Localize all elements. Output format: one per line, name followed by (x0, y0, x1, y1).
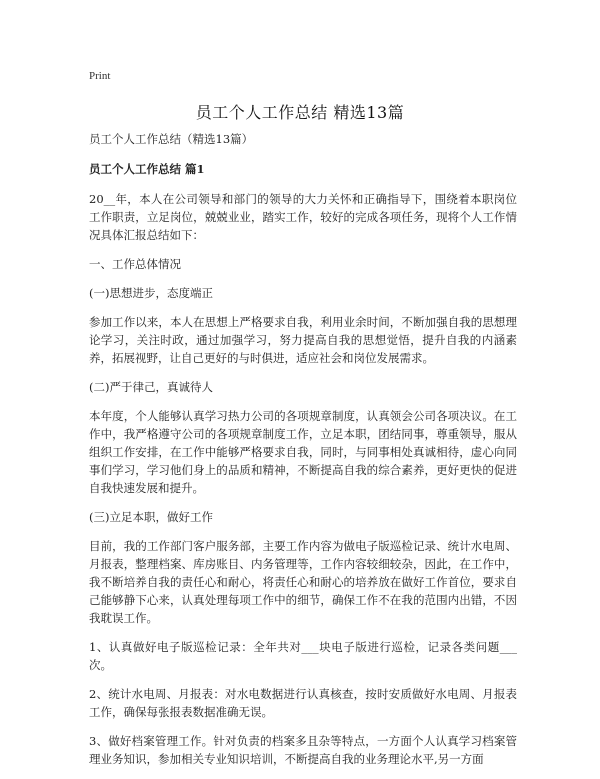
document-title: 员工个人工作总结 精选13篇 (195, 103, 405, 122)
list-item-reports: 2、统计水电周、月报表：对水电数据进行认真核查，按时安质做好水电周、月报表工作，确保每张报表数据准确无误。 (89, 687, 517, 719)
paragraph-intro: 20__年，本人在公司领导和部门的领导的大力关怀和正确指导下，围绕着本职岗位工作职责，立足岗位，兢兢业业，踏实工作，较好的完成各项任务，现将个人工作情况具体汇报总结如下： (89, 192, 517, 242)
paragraph-discipline: 本年度，个人能够认真学习热力公司的各项规章制度，认真领会公司各项决议。在工作中，我严格遵守公司的各项规章制度工作，立足本职，团结同事，尊重领导，服从组织工作安排，在工作中能够严格要求自我，同时，与同事相处真诚相待，虚心向同事们学习，学习他们身上的品质和精神，不断提高自我的综合素养，更好更快的促进自我快速发展和提升。 (89, 409, 517, 495)
document-body (89, 130, 517, 779)
document-subtitle: 员工个人工作总结（精选13篇） (89, 132, 254, 146)
paragraph-thought: 参加工作以来，本人在思想上严格要求自我，利用业余时间，不断加强自我的思想理论学习，关注时政，通过加强学习，努力提高自我的思想觉悟，提升自我的内涵素养，拓展视野，让自己更好的与时俱进，适应社会和岗位发展需求。 (89, 315, 517, 365)
section-heading: 员工个人工作总结 篇1 (89, 162, 205, 176)
paragraph-job: 目前，我的工作部门客户服务部，主要工作内容为做电子版巡检记录、统计水电周、月报表，整理档案、库房账目、内务管理等，工作内容较细较杂，因此，在工作中，我不断培养自我的责任心和耐心，将责任心和耐心的培养放在做好工作首位，要求自己能够静下心来，认真处理每项工作中的细节，确保工作不在我的范围内出错，不因我耽误工作。 (89, 539, 517, 625)
print-link[interactable]: Print (89, 70, 111, 82)
list-item-archives: 3、做好档案管理工作。针对负责的档案多且杂等特点，一方面个人认真学习档案管理业务知识，参加相关专业知识培训，不断提高自我的业务理论水平,另一方面 (89, 734, 517, 766)
subheading-discipline: (二)严于律己，真诚待人 (89, 380, 213, 394)
list-item-inspection: 1、认真做好电子版巡检记录：全年共对___块电子版进行巡检，记录各类问题___次。 (89, 640, 517, 672)
heading-overall-status: 一、工作总体情况 (89, 257, 181, 271)
subheading-thought: (一)思想进步，态度端正 (89, 286, 213, 300)
subheading-job: (三)立足本职，做好工作 (89, 510, 213, 524)
